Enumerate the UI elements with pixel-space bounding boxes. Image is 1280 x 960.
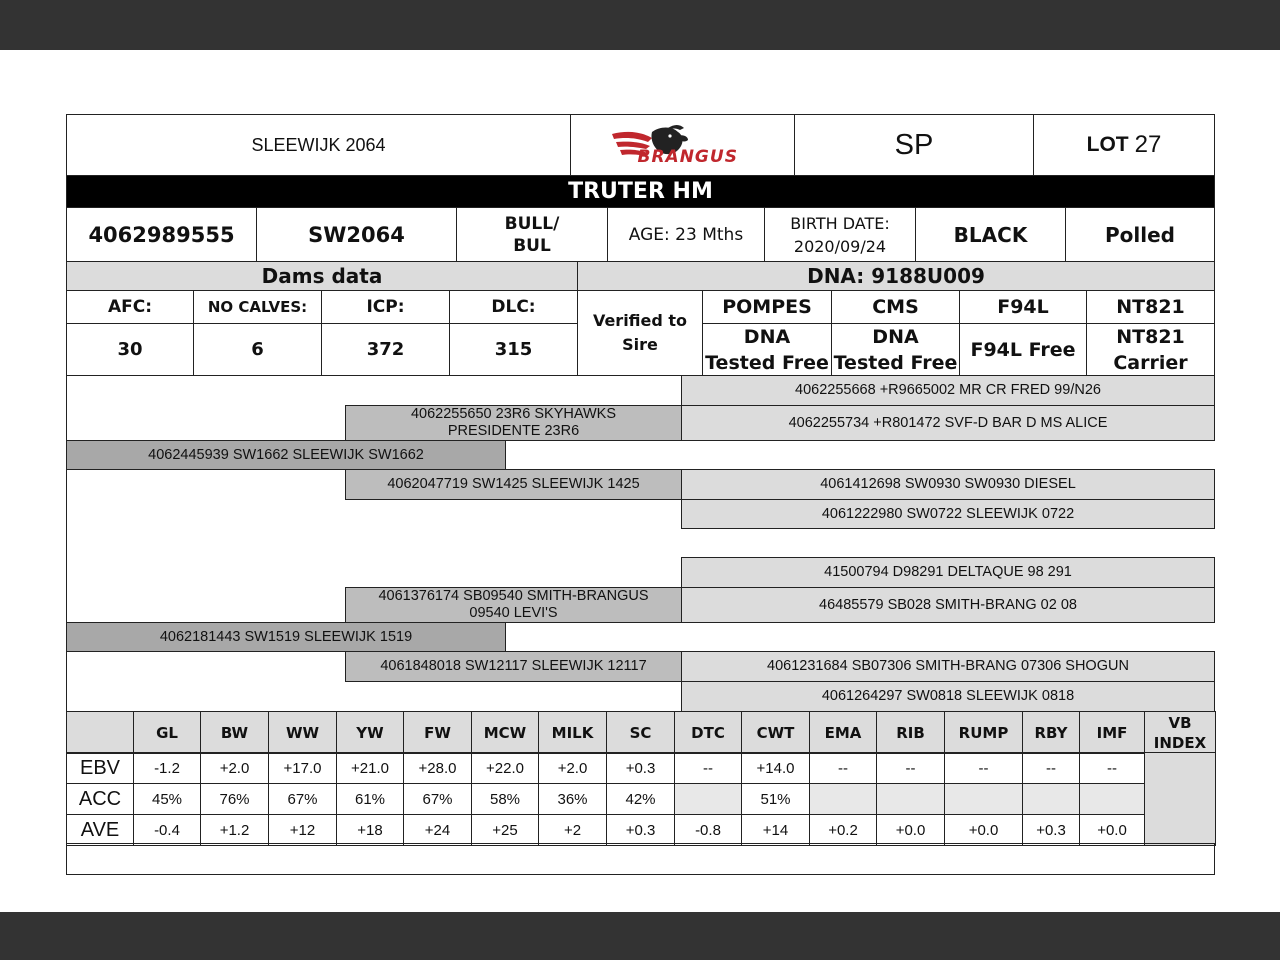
ebv-header-ww: WW (268, 711, 337, 754)
ebv-ave-ema: +0.2 (809, 814, 877, 846)
ebv-acc-cwt: 51% (741, 783, 810, 815)
tattoo: SW2064 (256, 207, 457, 262)
ebv-row-label-ebv: EBV (66, 752, 134, 784)
dams-dlc: 315 (449, 323, 578, 376)
ebv-ebv-rump: -- (944, 752, 1023, 784)
sex: BULL/ BUL (456, 207, 608, 262)
ebv-ave-rump: +0.0 (944, 814, 1023, 846)
vb-index-value (1144, 752, 1216, 846)
pedigree-sire-dam: 4062047719 SW1425 SLEEWIJK 1425 (345, 469, 682, 500)
bottom-bar (0, 912, 1280, 960)
verified-to-sire: Verified to Sire (577, 290, 703, 376)
dams-title: Dams data (66, 261, 578, 291)
ebv-ebv-bw: +2.0 (200, 752, 269, 784)
age: AGE: 23 Mths (607, 207, 765, 262)
ebv-acc-ema (809, 783, 877, 815)
dna-test-nt821: NT821 (1086, 290, 1215, 324)
ebv-ave-cwt: +14 (741, 814, 810, 846)
ebv-ebv-dtc: -- (674, 752, 742, 784)
id-number: 4062989555 (66, 207, 257, 262)
ebv-ebv-milk: +2.0 (538, 752, 607, 784)
code: SP (794, 114, 1034, 176)
lot-number: 27 (1134, 131, 1162, 158)
pedigree-sire: 4062445939 SW1662 SLEEWIJK SW1662 (66, 440, 506, 470)
ebv-ave-rby: +0.3 (1022, 814, 1080, 846)
ebv-header-bw: BW (200, 711, 269, 754)
ebv-header-rby: RBY (1022, 711, 1080, 754)
dna-title: DNA: 9188U009 (577, 261, 1215, 291)
ebv-acc-ww: 67% (268, 783, 337, 815)
ebv-ebv-gl: -1.2 (133, 752, 201, 784)
dams-header-icp: ICP: (321, 290, 450, 324)
ebv-header-imf: IMF (1079, 711, 1145, 754)
pedigree-dam: 4062181443 SW1519 SLEEWIJK 1519 (66, 622, 506, 652)
ebv-header-yw: YW (336, 711, 404, 754)
birth-date: BIRTH DATE: 2020/09/24 (764, 207, 916, 262)
ebv-acc-fw: 67% (403, 783, 472, 815)
ebv-header-mcw: MCW (471, 711, 539, 754)
dams-afc: 30 (66, 323, 194, 376)
dna-result-pompes: DNA Tested Free (702, 323, 832, 376)
animal-name: SLEEWIJK 2064 (66, 114, 571, 176)
horn-status: Polled (1065, 207, 1215, 262)
logo-text: BRANGUS (637, 147, 738, 167)
lot-label: LOT (1086, 133, 1129, 156)
pedigree-dam-sire-dam: 46485579 SB028 SMITH-BRANG 02 08 (681, 587, 1215, 623)
ebv-header-dtc: DTC (674, 711, 742, 754)
ebv-header-gl: GL (133, 711, 201, 754)
ebv-header-rump: RUMP (944, 711, 1023, 754)
pedigree-dam-sire-sire: 41500794 D98291 DELTAQUE 98 291 (681, 557, 1215, 588)
ebv-ave-mcw: +25 (471, 814, 539, 846)
dams-calves: 6 (193, 323, 322, 376)
dna-test-pompes: POMPES (702, 290, 832, 324)
ebv-acc-imf (1079, 783, 1145, 815)
ebv-header-vb-index: VB INDEX (1144, 711, 1216, 754)
brangus-logo (570, 114, 795, 176)
ebv-acc-dtc (674, 783, 742, 815)
pedigree-sire-dam-dam: 4061222980 SW0722 SLEEWIJK 0722 (681, 499, 1215, 529)
pedigree-sire-sire-dam: 4062255734 +R801472 SVF-D BAR D MS ALICE (681, 405, 1215, 441)
ebv-header-corner (66, 711, 134, 754)
dams-header-dlc: DLC: (449, 290, 578, 324)
ebv-ebv-rby: -- (1022, 752, 1080, 784)
pedigree-left-border (66, 375, 67, 712)
ebv-ave-rib: +0.0 (876, 814, 945, 846)
dams-icp: 372 (321, 323, 450, 376)
dna-result-cms: DNA Tested Free (831, 323, 960, 376)
ebv-ave-ww: +12 (268, 814, 337, 846)
ebv-header-sc: SC (606, 711, 675, 754)
ebv-row-label-ave: AVE (66, 814, 134, 846)
ebv-ave-bw: +1.2 (200, 814, 269, 846)
ebv-acc-gl: 45% (133, 783, 201, 815)
ebv-ebv-fw: +28.0 (403, 752, 472, 784)
colour: BLACK (915, 207, 1066, 262)
ebv-ave-imf: +0.0 (1079, 814, 1145, 846)
ebv-ebv-mcw: +22.0 (471, 752, 539, 784)
ebv-acc-rump (944, 783, 1023, 815)
ebv-ebv-sc: +0.3 (606, 752, 675, 784)
ebv-acc-rby (1022, 783, 1080, 815)
owner-name: TRUTER HM (66, 175, 1215, 208)
ebv-ave-yw: +18 (336, 814, 404, 846)
ebv-header-fw: FW (403, 711, 472, 754)
dna-test-cms: CMS (831, 290, 960, 324)
ebv-ave-dtc: -0.8 (674, 814, 742, 846)
ebv-ave-fw: +24 (403, 814, 472, 846)
pedigree-dam-dam: 4061848018 SW12117 SLEEWIJK 12117 (345, 651, 682, 682)
ebv-ebv-rib: -- (876, 752, 945, 784)
dna-test-f94l: F94L (959, 290, 1087, 324)
pedigree-dam-dam-dam: 4061264297 SW0818 SLEEWIJK 0818 (681, 681, 1215, 712)
pedigree-sire-dam-sire: 4061412698 SW0930 SW0930 DIESEL (681, 469, 1215, 500)
ebv-header-cwt: CWT (741, 711, 810, 754)
ebv-header-ema: EMA (809, 711, 877, 754)
ebv-ebv-ema: -- (809, 752, 877, 784)
ebv-acc-bw: 76% (200, 783, 269, 815)
dna-result-f94l: F94L Free (959, 323, 1087, 376)
ebv-acc-yw: 61% (336, 783, 404, 815)
ebv-acc-mcw: 58% (471, 783, 539, 815)
ebv-acc-sc: 42% (606, 783, 675, 815)
ebv-acc-milk: 36% (538, 783, 607, 815)
notes-row (66, 843, 1215, 875)
ebv-ave-milk: +2 (538, 814, 607, 846)
ebv-ebv-ww: +17.0 (268, 752, 337, 784)
dams-header-afc: AFC: (66, 290, 194, 324)
top-bar (0, 0, 1280, 50)
ebv-header-rib: RIB (876, 711, 945, 754)
ebv-row-label-acc: ACC (66, 783, 134, 815)
ebv-ave-sc: +0.3 (606, 814, 675, 846)
pedigree-sire-sire-sire: 4062255668 +R9665002 MR CR FRED 99/N26 (681, 375, 1215, 406)
ebv-ebv-cwt: +14.0 (741, 752, 810, 784)
dams-header-calves: NO CALVES: (193, 290, 322, 324)
ebv-ave-gl: -0.4 (133, 814, 201, 846)
ebv-acc-rib (876, 783, 945, 815)
ebv-ebv-yw: +21.0 (336, 752, 404, 784)
dna-result-nt821: NT821 Carrier (1086, 323, 1215, 376)
pedigree-sire-sire: 4062255650 23R6 SKYHAWKS PRESIDENTE 23R6 (345, 405, 682, 441)
lot-box (1033, 114, 1215, 176)
pedigree-dam-dam-sire: 4061231684 SB07306 SMITH-BRANG 07306 SHOGUN (681, 651, 1215, 682)
ebv-header-milk: MILK (538, 711, 607, 754)
pedigree-dam-sire: 4061376174 SB09540 SMITH-BRANGUS 09540 LEVI'S (345, 587, 682, 623)
ebv-ebv-imf: -- (1079, 752, 1145, 784)
